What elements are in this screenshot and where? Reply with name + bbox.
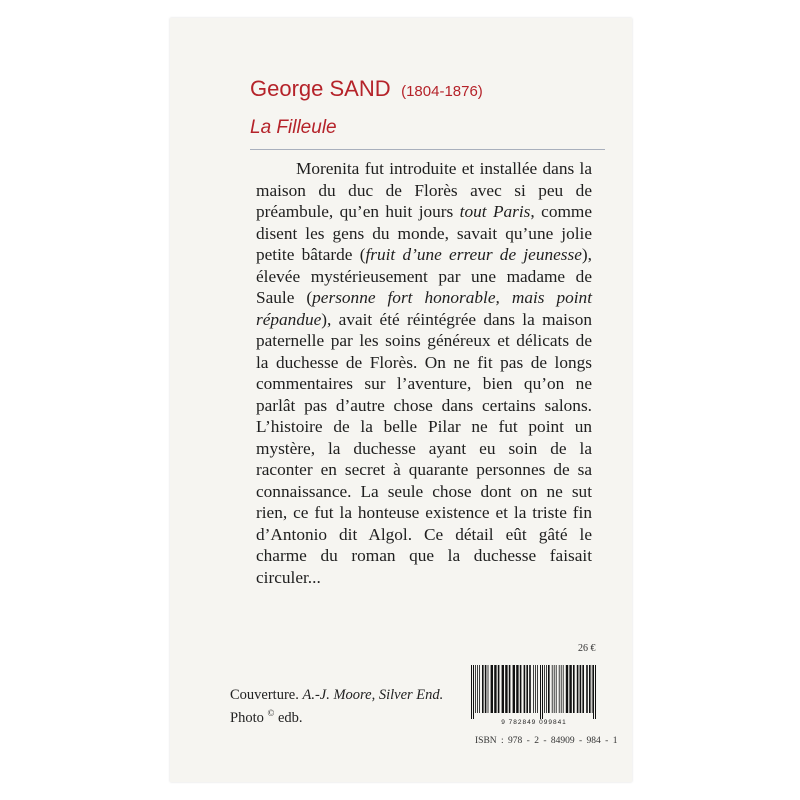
barcode-guard-bar [593, 665, 594, 719]
barcode-bar [566, 665, 568, 713]
blurb-segment-4: ), avait été réintégrée dans la maison paternelle par les soins généreux et délicats de la duchesse de Florès. On ne fit pas de longs commentaires sur l’aventure, bien qu’on ne parlât pas d’autre chose dans certains salons. L’histoire de la belle Pilar ne fut point un mystère, la duchesse ayant eu soin de la raconter en secret à quarante personnes de sa connaissance. La seule chose dont on ne sut rien, ce fut la honteuse existence et la triste fin d’Antonio dit Algol. Ce détail eût gâté le charme du roman que la duchesse faisait circuler... [256, 309, 592, 587]
barcode-bar [482, 665, 484, 713]
blurb-segment-3: ), élevée mystérieusement par une madame de Saule ( [256, 245, 592, 307]
barcode-guard-bar [540, 665, 541, 719]
barcode-bar [524, 665, 526, 713]
photo-credit-label: Photo [230, 709, 264, 726]
barcode-bar [502, 665, 504, 713]
blurb-segment-1: Morenita fut introduite et installée dans la maison du duc de Florès avec si peu de préambule, qu’en huit jours [256, 159, 592, 221]
barcode-bar [494, 665, 496, 713]
barcode-bar [537, 665, 538, 713]
author-line [250, 76, 483, 102]
barcode-bar [556, 665, 557, 713]
barcode-guard-bar [471, 665, 472, 719]
barcode-bar [520, 665, 522, 713]
cover-credit-line [230, 686, 443, 704]
barcode-bar [580, 665, 582, 713]
cover-credit-artist: A.-J. Moore, Silver End. [302, 687, 444, 703]
barcode-bar [477, 665, 478, 713]
barcode-bar [505, 665, 507, 713]
barcode-bar [544, 665, 545, 713]
blurb-text [256, 158, 592, 588]
barcode-bar [485, 665, 487, 713]
barcode-bar [573, 665, 575, 713]
barcode-bar [586, 665, 588, 713]
barcode-bar [563, 665, 564, 713]
photo-credit-line [230, 704, 443, 727]
barcode-bar [569, 665, 571, 713]
blurb-paragraph [256, 158, 592, 588]
barcode-bar [577, 665, 579, 713]
barcode-bar [533, 665, 534, 713]
barcode [467, 665, 601, 719]
barcode-bar [479, 665, 480, 713]
barcode-bar [475, 665, 476, 713]
barcode-guard-bar [595, 665, 596, 719]
barcode-bar [491, 665, 493, 713]
barcode-bar [488, 665, 489, 713]
barcode-bar [589, 665, 591, 713]
barcode-bar [554, 665, 555, 713]
copyright-symbol: © [267, 708, 275, 718]
blurb-segment-2: , comme disent les gens du monde, savait qu’une jolie petite bâtarde ( [256, 202, 593, 264]
author-name: George SAND [250, 76, 391, 101]
author-dates: (1804-1876) [401, 83, 483, 100]
blurb-italic-2: fruit d’une erreur de jeunesse [365, 245, 582, 264]
barcode-bar [526, 665, 528, 713]
barcode-bar [552, 665, 553, 713]
book-title: La Filleule [250, 117, 337, 138]
barcode-bar [561, 665, 562, 713]
blurb-italic-3: personne fort honorable, mais point répandue [256, 288, 593, 329]
barcode-bar [513, 665, 515, 713]
blurb-italic-1: tout Paris [459, 202, 531, 221]
barcode-bar [535, 665, 536, 713]
title-divider [250, 149, 605, 150]
back-cover [170, 18, 632, 782]
barcode-bar [548, 665, 550, 713]
cover-credits [230, 686, 443, 727]
isbn-label: ISBN : 978 - 2 - 84909 - 984 - 1 [475, 736, 618, 746]
photo-credit-source: edb. [277, 709, 303, 726]
barcode-bar [592, 665, 593, 713]
barcode-bar [582, 665, 584, 713]
barcode-bar [529, 665, 531, 713]
barcode-bar [516, 665, 518, 713]
barcode-bar [559, 665, 560, 713]
barcode-guard-bar [542, 665, 543, 719]
barcode-bar [498, 665, 500, 713]
barcode-digits: 9 782849 099841 [501, 719, 567, 726]
barcode-bar [509, 665, 511, 713]
barcode-bar [546, 665, 547, 713]
cover-credit-label: Couverture. [230, 687, 299, 703]
barcode-guard-bar [473, 665, 474, 719]
price-label: 26 € [578, 643, 596, 654]
